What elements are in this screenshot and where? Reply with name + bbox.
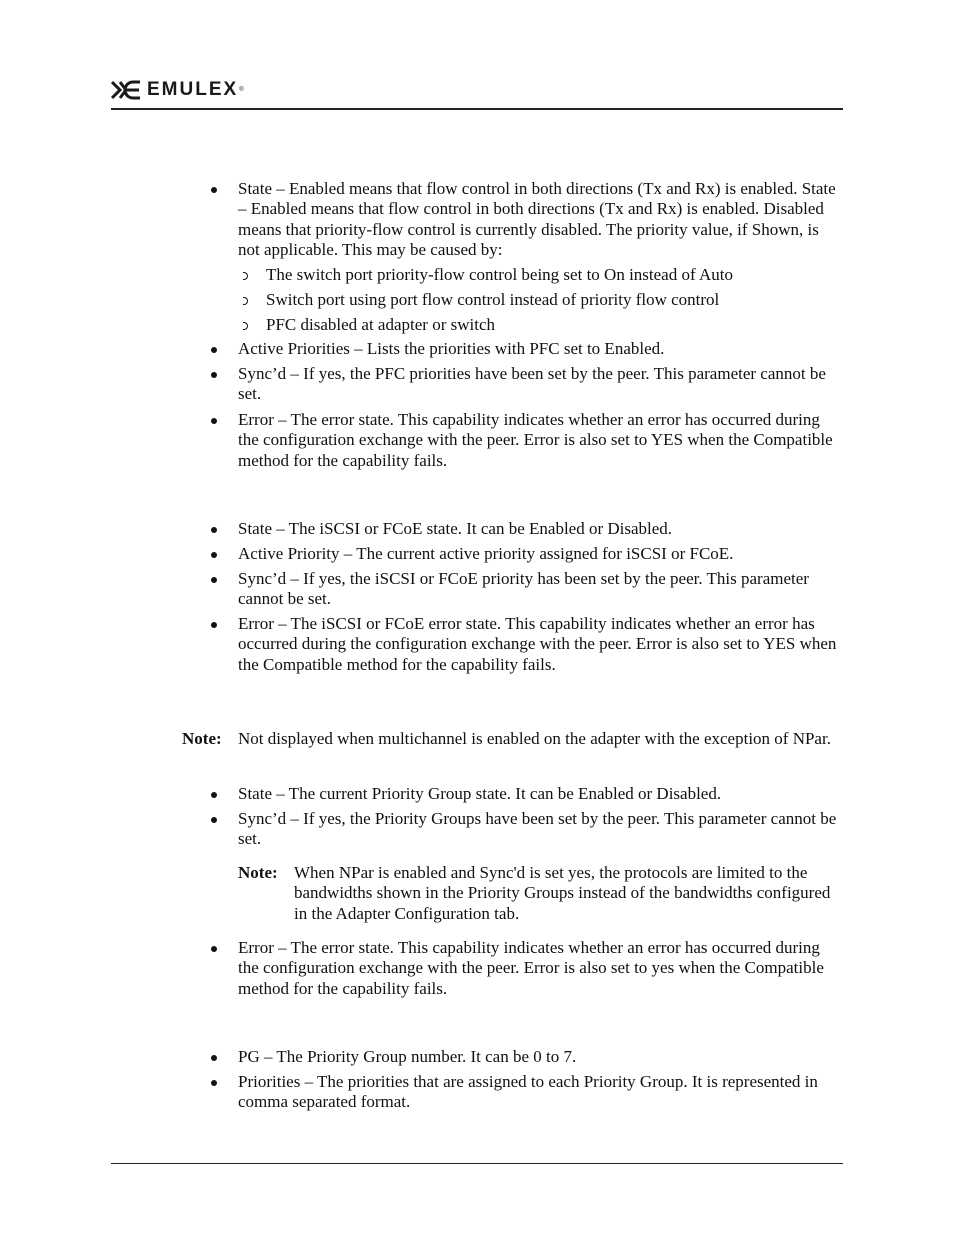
list-item: Sync’d – If yes, the PFC priorities have been set by the peer. This parameter cannot be set. xyxy=(238,364,844,405)
note-text: Not displayed when multichannel is enabled on the adapter with the exception of NPar. xyxy=(238,729,831,748)
list-item: Active Priorities – Lists the priorities with PFC set to Enabled. xyxy=(238,339,844,359)
header-divider xyxy=(111,108,843,110)
logo-trademark: ® xyxy=(239,87,244,93)
note-text: When NPar is enabled and Sync'd is set yes, the protocols are limited to the bandwidths shown in the Priority Groups instead of the bandwidths configured in the Adapter Configuration tab. xyxy=(294,863,831,923)
note-label: Note: xyxy=(238,863,278,882)
list-item: Error – The error state. This capability indicates whether an error has occurred during the configuration exchange with the peer. Error is also set to yes when the Compatible method for the capability fails. xyxy=(238,938,844,999)
footer-divider xyxy=(111,1163,843,1164)
list-item: Sync’d – If yes, the Priority Groups have been set by the peer. This parameter cannot be set. xyxy=(238,809,844,850)
note xyxy=(182,729,844,749)
list-item: Error – The error state. This capability indicates whether an error has occurred during the configuration exchange with the peer. Error is also set to YES when the Compatible method for the capability fails. xyxy=(238,410,844,471)
logo-text: EMULEX xyxy=(147,79,239,100)
list-item: State – Enabled means that flow control in both directions (Tx and Rx) is enabled. State – Enabled means that flow control in both directions (Tx and Rx) is enabled. Disabled means that priority-flow control is currently disabled. The priority value, if Shown, is not applicable. This may be caused by: xyxy=(238,179,844,260)
list-item: Priorities – The priorities that are assigned to each Priority Group. It is represented in comma separated format. xyxy=(238,1072,844,1113)
emulex-logo-icon xyxy=(111,80,141,100)
list-item: Active Priority – The current active priority assigned for iSCSI or FCoE. xyxy=(238,544,844,564)
sub-list-item: Switch port using port flow control instead of priority flow control xyxy=(266,290,844,310)
sub-list-item: The switch port priority-flow control being set to On instead of Auto xyxy=(266,265,844,285)
note-label: Note: xyxy=(182,729,222,748)
sub-list-item: PFC disabled at adapter or switch xyxy=(266,315,844,335)
list-item: State – The current Priority Group state. It can be Enabled or Disabled. xyxy=(238,784,844,804)
inner-note xyxy=(238,863,844,924)
list-item: Error – The iSCSI or FCoE error state. This capability indicates whether an error has occurred during the configuration exchange with the peer. Error is also set to YES when the Compatible method for the capability fails. xyxy=(238,614,844,675)
list-item: Sync’d – If yes, the iSCSI or FCoE priority has been set by the peer. This parameter cannot be set. xyxy=(238,569,844,610)
list-item: PG – The Priority Group number. It can be 0 to 7. xyxy=(238,1047,844,1067)
emulex-logo xyxy=(111,79,244,101)
list-item: State – The iSCSI or FCoE state. It can be Enabled or Disabled. xyxy=(238,519,844,539)
